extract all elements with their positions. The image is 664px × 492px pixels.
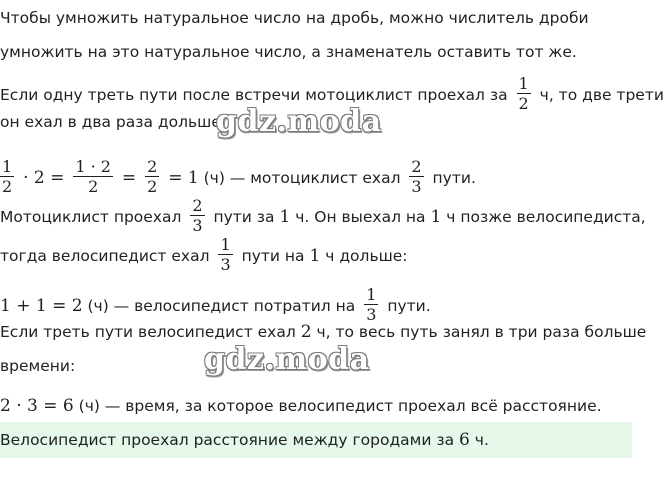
text-segment: ч позже велосипедиста, [446,208,646,226]
fraction-numerator: 2 [147,157,158,176]
math-number: 1 [309,246,321,266]
fraction-denominator: 3 [366,305,377,324]
text-segment: пути за [213,208,275,226]
math-number: 2 [300,322,312,342]
text-segment: пути. [432,169,476,187]
fraction-numerator: 1 [366,285,377,304]
math-expression: · 2 = [23,168,65,188]
fraction-denominator: 3 [411,177,422,196]
fraction-denominator: 2 [147,177,158,196]
math-number: 1 [430,207,442,227]
text-segment: (ч) — время, за которое велосипедист проехал всё расстояние. [78,397,602,415]
text-line-7 [0,237,408,276]
math-expression: 1 + 1 = 2 [0,296,83,316]
text-line-10: времени: [0,357,76,375]
fraction [364,285,378,324]
text-segment: Велосипедист проехал расстояние между городами за [0,431,455,449]
text-line-6 [0,198,646,237]
fraction [0,157,14,196]
formula-line-11 [0,396,602,416]
fraction-denominator: 2 [88,177,99,196]
text-segment: Мотоциклист проехал [0,208,182,226]
fraction [73,157,113,196]
fraction-numerator: 1 [220,235,231,254]
fraction [190,196,204,235]
text-segment: (ч) — велосипедист потратил на [87,297,356,315]
text-line-1: Чтобы умножить натуральное число на дробь, можно числитель дроби [0,9,589,27]
text-segment: Если одну треть пути после встречи мотоциклист проехал за [0,86,508,104]
fraction [517,74,531,113]
formula-line-5 [0,159,476,198]
math-expression: = 1 [168,168,199,188]
fraction-numerator: 2 [411,157,422,176]
fraction-denominator: 3 [192,216,203,235]
text-line-4: он ехал в два раза дольше: [0,113,227,131]
text-segment: (ч) — мотоциклист ехал [203,169,401,187]
fraction-numerator: 1 [2,157,13,176]
fraction-numerator: 1 · 2 [75,157,111,176]
math-number: 6 [459,430,470,450]
fraction-numerator: 1 [518,74,529,93]
math-expression: = [121,168,137,188]
answer-highlight [0,422,632,458]
fraction-numerator: 2 [192,196,203,215]
text-segment: ч. Он выехал на [295,208,426,226]
watermark-logo: gdz.moda [204,342,370,377]
fraction-denominator: 2 [2,177,13,196]
text-line-9 [0,322,646,342]
text-segment: Если треть пути велосипедист ехал [0,323,296,341]
watermark-logo: gdz.moda [216,104,382,139]
text-segment: пути. [387,297,431,315]
fraction [218,235,232,274]
text-segment: ч, то весь путь занял в три раза больше [316,323,647,341]
text-segment: тогда велосипедист ехал [0,247,210,265]
fraction [145,157,159,196]
math-expression: 2 · 3 = 6 [0,396,74,416]
formula-line-8 [0,287,431,326]
math-number: 1 [279,207,291,227]
text-segment: пути на [241,247,305,265]
text-segment: ч, то две трети [539,86,664,104]
fraction-denominator: 3 [220,255,231,274]
text-line-2: умножить на это натуральное число, а знаменатель оставить тот же. [0,43,577,61]
fraction [409,157,423,196]
text-segment: ч дольше: [325,247,408,265]
text-segment: ч. [474,431,489,449]
fraction-denominator: 2 [518,94,529,113]
